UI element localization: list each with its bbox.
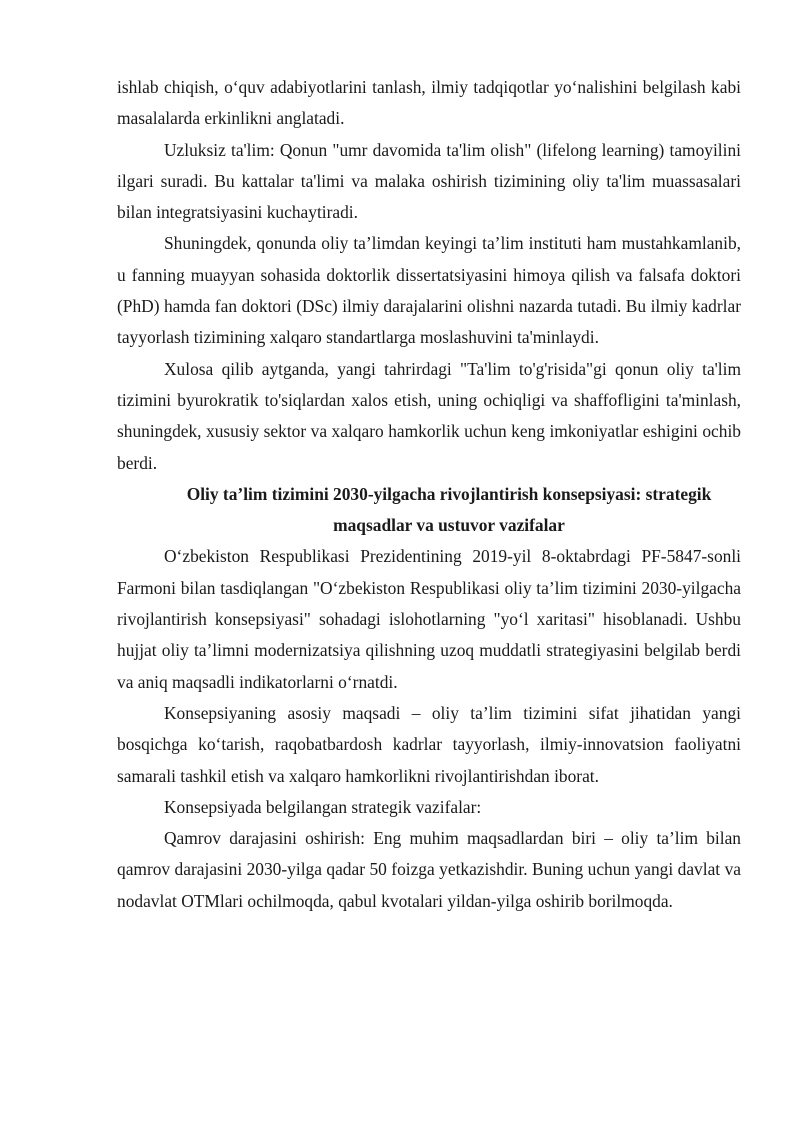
paragraph: Qamrov darajasini oshirish: Eng muhim maqsadlardan biri – oliy ta’lim bilan qamrov darajasini 2030-yilga qadar 50 foizga yetkazishdir. Buning uchun yangi davlat va nodavlat OTMlari ochilmoqda, qabul kvotalari yildan-yilga oshirib borilmoqda.: [117, 828, 741, 911]
document-page: [117, 72, 741, 917]
paragraph: Konsepsiyada belgilangan strategik vazifalar:: [164, 796, 482, 817]
paragraph: Shuningdek, qonunda oliy ta’limdan keyingi ta’lim instituti ham mustahkamlanib, u fanning muayyan sohasida doktorlik dissertatsiyasini himoya qilish va falsafa doktori (PhD) hamda fan doktori (DSc) ilmiy darajalarini olishni nazarda tutadi. Bu ilmiy kadrlar tayyorlash tizimining xalqaro standartlarga moslashuvini ta'minlaydi.: [117, 233, 741, 348]
paragraph: O‘zbekiston Respublikasi Prezidentining 2019-yil 8-oktabrdagi PF-5847-sonli Farmoni bilan tasdiqlangan "O‘zbekiston Respublikasi oliy ta’lim tizimini 2030-yilgacha rivojlantirish konsepsiyasi" sohadagi islohotlarning "yo‘l xaritasi" hisoblanadi. Ushbu hujjat oliy ta’limni modernizatsiya qilishning uzoq muddatli strategiyasini belgilab berdi va aniq maqsadli indikatorlarni o‘rnatdi.: [117, 546, 741, 692]
section-heading: Oliy ta’lim tizimini 2030-yilgacha rivojlantirish konsepsiyasi: strategik maqsadlar va ustuvor vazifalar: [186, 483, 712, 536]
paragraph: Uzluksiz ta'lim: Qonun "umr davomida ta'lim olish" (lifelong learning) tamoyilini ilgari suradi. Bu kattalar ta'limi va malaka oshirish tizimining oliy ta'lim muassasalari bilan integratsiyasini kuchaytiradi.: [117, 139, 741, 223]
paragraph: Xulosa qilib aytganda, yangi tahrirdagi "Ta'lim to'g'risida"gi qonun oliy ta'lim tizimini byurokratik to'siqlardan xalos etish, uning ochiqligi va shaffofligini ta'minlash, shuningdek, xususiy sektor va xalqaro hamkorlik uchun keng imkoniyatlar eshigini ochib berdi.: [117, 358, 741, 473]
paragraph: ishlab chiqish, o‘quv adabiyotlarini tanlash, ilmiy tadqiqotlar yo‘nalishini belgilash kabi masalalarda erkinlikni anglatadi.: [117, 77, 741, 129]
paragraph: Konsepsiyaning asosiy maqsadi – oliy ta’lim tizimini sifat jihatidan yangi bosqichga ko‘tarish, raqobatbardosh kadrlar tayyorlash, ilmiy-innovatsion faoliyatni samarali tashkil etish va xalqaro hamkorlikni rivojlantirishdan iborat.: [117, 702, 741, 786]
